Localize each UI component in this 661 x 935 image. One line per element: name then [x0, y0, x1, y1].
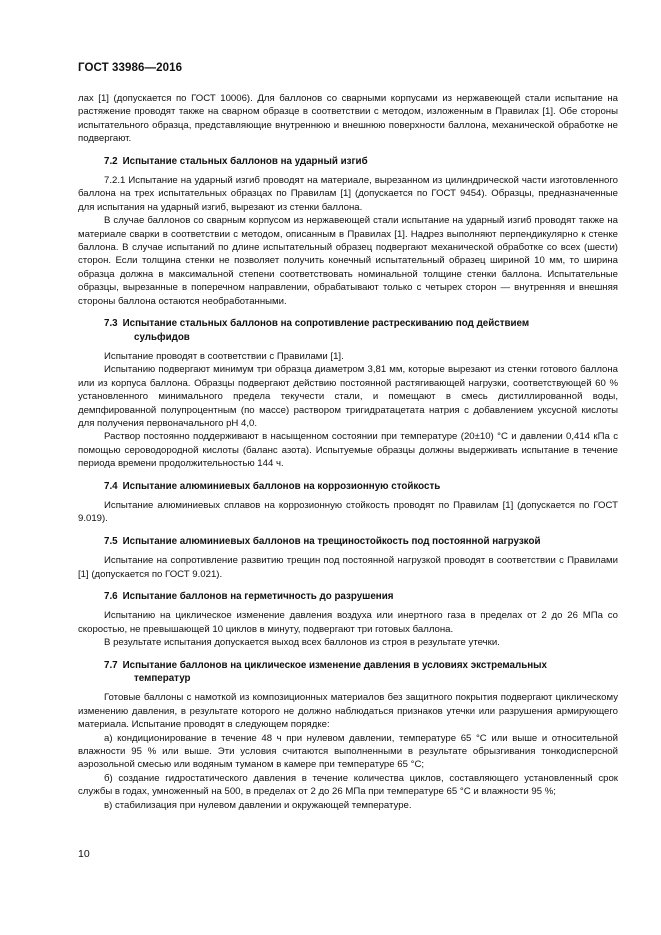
- list-item: в) стабилизация при нулевом давлении и окружающей температуре.: [104, 799, 412, 811]
- paragraph: Испытание на сопротивление развитию трещин под постоянной нагрузкой проводят в соответствии с Правилами [1] (допускается по ГОСТ 9.021).: [78, 555, 618, 580]
- section-title-continuation: температур: [134, 673, 191, 685]
- list-item: б) создание гидростатического давления в течение количества циклов, составляющего установленный срок службы в годах, умноженный на 500, в пределах от 2 до 26 МПа при температуре 65 °С и влажности 95 %;: [78, 772, 618, 798]
- section-heading-7-6: [78, 590, 618, 603]
- section-heading-7-7: [78, 659, 618, 686]
- intro-paragraph: лах [1] (допускается по ГОСТ 10006). Для баллонов со сварными корпусами из нержавеющей стали испытание на растяжение проводят также на сварном образце в соответствии с методом, изложенным в Правилах [1]. Обе стороны испытательного образца, представляющие внутреннюю и внешнюю поверхности баллона, механической обработке не подвергают.: [78, 93, 618, 145]
- section-heading-7-3: [78, 317, 618, 344]
- document-header: ГОСТ 33986—2016: [78, 62, 183, 74]
- document-body: [78, 92, 618, 812]
- section-number: 7.6: [104, 591, 118, 602]
- section-number: 7.4: [104, 480, 118, 492]
- section-title: Испытание алюминиевых баллонов на трещиностойкость под постоянной нагрузкой: [122, 535, 541, 547]
- section-number: 7.2: [104, 155, 118, 167]
- paragraph: Испытание проводят в соответствии с Правилами [1].: [104, 350, 344, 362]
- section-number: 7.5: [104, 535, 118, 547]
- section-title-continuation: сульфидов: [134, 331, 190, 343]
- section-title: Испытание баллонов на герметичность до разрушения: [122, 591, 394, 602]
- section-heading-7-4: [78, 480, 618, 493]
- paragraph: Испытание алюминиевых сплавов на коррозионную стойкость проводят по Правилам [1] (допускается по ГОСТ 9.019).: [78, 499, 618, 525]
- paragraph: Раствор постоянно поддерживают в насыщенном состоянии при температуре (20±10) °С и давлении 0,414 кПа с помощью сероводородной кислоты (баланс азота). Испытуемые образцы должны выдерживать испытание в течение периода времени продолжительностью 144 ч.: [78, 431, 618, 470]
- section-number: 7.3: [104, 318, 118, 330]
- section-title: Испытание баллонов на циклическое изменение давления в условиях экстремальных: [122, 659, 547, 671]
- paragraph: Готовые баллоны с намоткой из композиционных материалов без защитного покрытия подвергают циклическому изменению давления, в результате которого не должно наблюдаться признаков утечки или разрушения армирующего материала. Испытание проводят в следующем порядке:: [78, 692, 618, 731]
- section-title: Испытание стальных баллонов на ударный изгиб: [122, 155, 368, 167]
- paragraph: В результате испытания допускается выход всех баллонов из строя в результате утечки.: [104, 637, 500, 649]
- list-item: а) кондиционирование в течение 48 ч при нулевом давлении, температуре 65 °С или выше и относительной влажности 95 % или выше. Эти условия считаются выполненными в результате обрызгивания тонкодисперсной аэрозольной смесью или водяным туманом в камере при температуре 65 °С;: [78, 732, 618, 771]
- section-title: Испытание стальных баллонов на сопротивление растрескиванию под действием: [122, 318, 530, 330]
- paragraph: Испытанию на циклическое изменение давления воздуха или инертного газа в пределах от 2 до 26 МПа со скоростью, не превышающей 10 циклов в минуту, подвергают три готовых баллона.: [78, 610, 618, 635]
- paragraph: Испытанию подвергают минимум три образца диаметром 3,81 мм, которые вырезают из стенки готового баллона или из корпуса баллона. Образцы подвергают действию постоянной растягивающей нагрузки, соответствующей 60 % установленного минимального предела текучести стали, и помещают в смесь дистиллированной воды, демпфированной полупроцентным (по массе) раствором тригидратацетата натрия с добавлением уксусной кислоты для получения первоначального pH 4,0.: [78, 364, 618, 429]
- paragraph: 7.2.1 Испытание на ударный изгиб проводят на материале, вырезанном из цилиндрической части изготовленного баллона на трех испытательных образцах по Правилам [1] (допускается по ГОСТ 9454). Образцы, предназначенные для испытания на ударный изгиб, вырезают из стенки баллона.: [78, 175, 618, 213]
- section-number: 7.7: [104, 659, 118, 671]
- page-number: 10: [78, 848, 90, 860]
- paragraph: В случае баллонов со сварным корпусом из нержавеющей стали испытание на ударный изгиб проводят также на материале сварки в соответствии с методом, описанным в Правилах [1]. Надрез выполняют перпендикулярно к стенке баллона. В случае испытаний по длине испытательный образец подвергают механической обработке со всех (шести) сторон. Если толщина стенки не позволяет получить конечный испытательный образец шириной 10 мм, то ширина образца должна в максимальной степени соответствовать номинальной толщине стенки баллона. Испытательные образцы, вырезанные в поперечном направлении, обрабатывают только с четырех сторон — внутренняя и внешняя стороны баллона остаются необработанными.: [78, 215, 618, 307]
- section-title: Испытание алюминиевых баллонов на коррозионную стойкость: [122, 480, 441, 492]
- section-heading-7-5: [78, 535, 618, 548]
- section-heading-7-2: [78, 155, 618, 168]
